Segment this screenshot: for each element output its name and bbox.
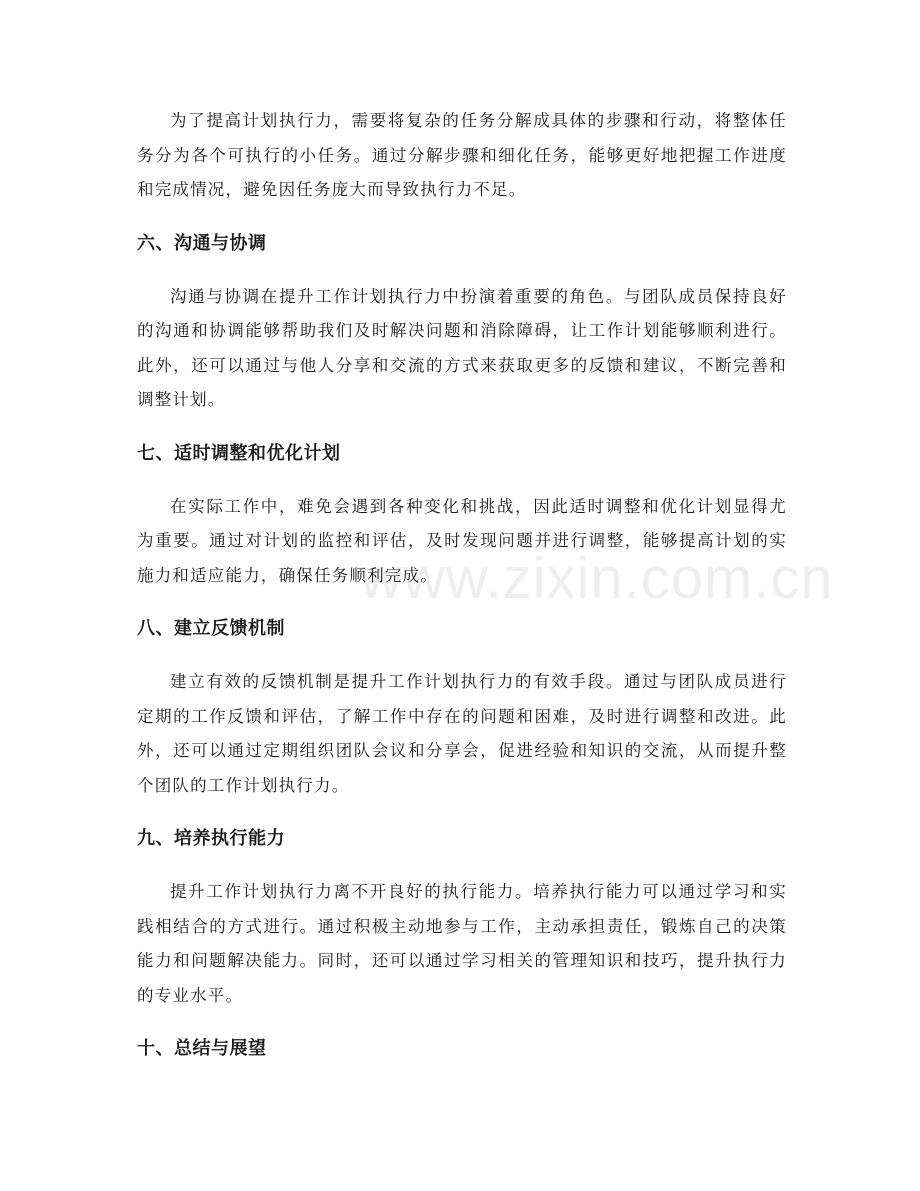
watermark-text: www.zixin.com.cn xyxy=(360,546,834,611)
heading-execution-ability: 九、培养执行能力 xyxy=(137,828,285,849)
heading-feedback: 八、建立反馈机制 xyxy=(137,618,285,639)
heading-adjust-plan: 七、适时调整和优化计划 xyxy=(137,442,341,464)
document-body xyxy=(137,104,787,1066)
paragraph-task-breakdown: 为了提高计划执行力，需要将复杂的任务分解成具体的步骤和行动，将整体任务分为各个可执行的小任务。通过分解步骤和细化任务，能够更好地把握工作进度和完成情况，避免因任务庞大而导致执行力不足。 xyxy=(137,111,787,199)
paragraph-execution-ability: 提升工作计划执行力离不开良好的执行能力。培养执行能力可以通过学习和实践相结合的方式进行。通过积极主动地参与工作，主动承担责任，锻炼自己的决策能力和问题解决能力。同时，还可以通过学习相关的管理知识和技巧，提升执行力的专业水平。 xyxy=(137,882,787,1005)
heading-summary: 十、总结与展望 xyxy=(137,1038,267,1059)
paragraph-adjust-plan: 在实际工作中，难免会遇到各种变化和挑战，因此适时调整和优化计划显得尤为重要。通过对计划的监控和评估，及时发现问题并进行调整，能够提高计划的实施力和适应能力，确保任务顺利完成。 xyxy=(137,496,787,585)
paragraph-communication: 沟通与协调在提升工作计划执行力中扮演着重要的角色。与团队成员保持良好的沟通和协调能够帮助我们及时解决问题和消除障碍，让工作计划能够顺利进行。此外，还可以通过与他人分享和交流的方式来获取更多的反馈和建议，不断完善和调整计划。 xyxy=(137,286,787,409)
paragraph-feedback: 建立有效的反馈机制是提升工作计划执行力的有效手段。通过与团队成员进行定期的工作反馈和评估，了解工作中存在的问题和困难，及时进行调整和改进。此外，还可以通过定期组织团队会议和分享会，促进经验和知识的交流，从而提升整个团队的工作计划执行力。 xyxy=(137,672,787,795)
heading-communication: 六、沟通与协调 xyxy=(137,232,267,254)
